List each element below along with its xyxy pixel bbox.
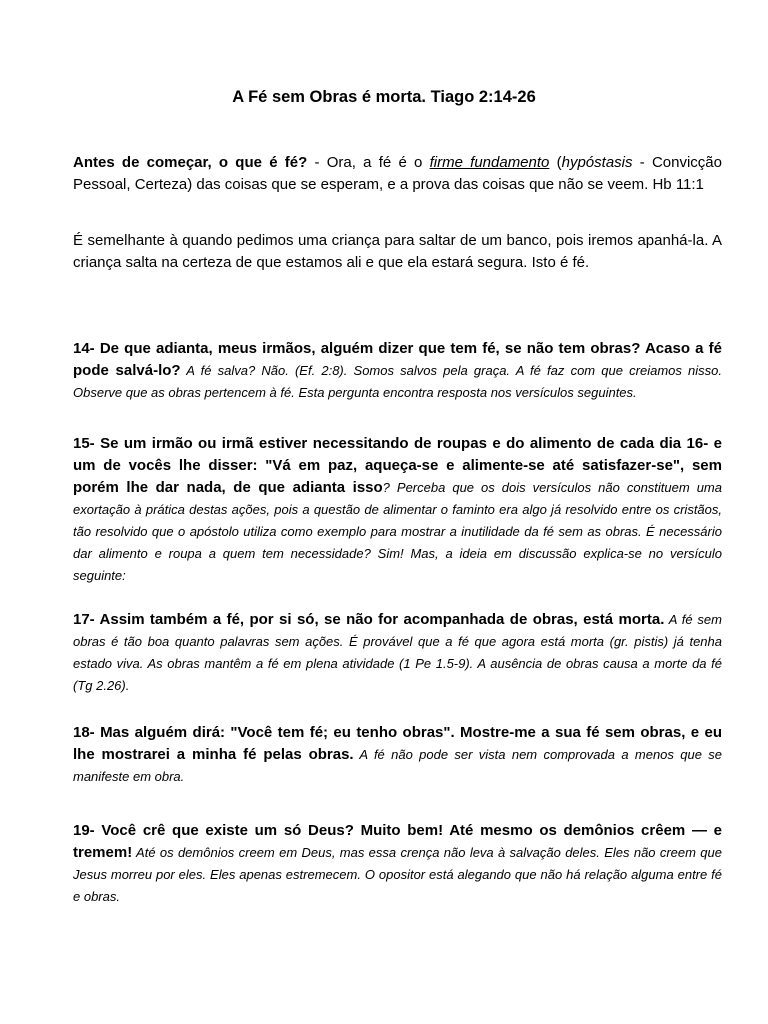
verse-14-note: A fé salva? Não. (Ef. 2:8). Somos salvos pela graça. A fé faz com que creiamos nisso. Observe que as obras pertencem à fé. Esta pergunta encontra resposta nos versículos seguintes. bbox=[73, 363, 722, 400]
intro-greek-term: hypóstasis bbox=[561, 154, 633, 171]
verse-14-text: 14- De que adianta, meus irmãos, alguém dizer que tem fé, se não tem obras? Acaso a fé pode salvá-lo? bbox=[73, 340, 722, 379]
verse-19-text: 19- Você crê que existe um só Deus? Muito bem! Até mesmo os demônios crêem — e tremem! bbox=[73, 822, 722, 861]
intro-text-a: - Ora, a fé é o bbox=[307, 154, 430, 171]
intro-underlined-term: firme fundamento bbox=[429, 154, 550, 171]
verse-15-16-note: ? Perceba que os dois versículos não constituem uma exortação à prática destas ações, pois a questão de alimentar o faminto era algo já resolvido entre os cristãos, tão resolvido que o apóstolo utiliza como exemplo para mostrar a inutilidade da fé sem as obras. É necessário dar alimento e roupa a quem tem necessidade? Sim! Mas, a ideia em discussão explica-se no versículo seguinte: bbox=[73, 480, 722, 583]
verse-18-text: 18- Mas alguém dirá: "Você tem fé; eu tenho obras". Mostre-me a sua fé sem obras, e eu lhe mostrarei a minha fé pelas obras. bbox=[73, 724, 722, 763]
verse-18-note: A fé não pode ser vista nem comprovada a menos que se manifeste em obra. bbox=[73, 747, 722, 784]
intro-paragraph bbox=[73, 152, 722, 196]
verse-15-16-text: 15- Se um irmão ou irmã estiver necessitando de roupas e do alimento de cada dia 16- e um de vocês lhe disser: "Vá em paz, aqueça-se e alimente-se até satisfazer-se", sem porém lhe dar nada, de que adianta isso bbox=[73, 435, 722, 496]
intro-analogy-paragraph: É semelhante à quando pedimos uma criança para saltar de um banco, pois iremos apanhá-la. A criança salta na certeza de que estamos ali e que ela estará segura. Isto é fé. bbox=[73, 232, 722, 271]
verse-19-note: Até os demônios creem em Deus, mas essa crença não leva à salvação deles. Eles não creem que Jesus morreu por eles. Eles apenas estremecem. O opositor está alegando que não há relação alguma entre fé e obras. bbox=[73, 845, 722, 904]
intro-text-c: - Convicção Pessoal, Certeza) das coisas que se esperam, e a prova das coisas que não se veem. Hb 11:1 bbox=[73, 154, 722, 193]
verse-15-16-paragraph bbox=[73, 433, 722, 587]
verse-19-paragraph bbox=[73, 820, 722, 908]
verse-14-paragraph bbox=[73, 338, 722, 404]
verse-17-paragraph bbox=[73, 609, 722, 697]
intro-text-b: ( bbox=[549, 154, 562, 171]
verse-18-paragraph bbox=[73, 722, 722, 788]
verse-17-note: A fé sem obras é tão boa quanto palavras sem ações. É provável que a fé que agora está morta (gr. pistis) já tenha estado viva. As obras mantêm a fé em plena atividade (1 Pe 1.5-9). A ausência de obras causa a morte da fé (Tg 2.26). bbox=[73, 612, 722, 693]
intro-question: Antes de começar, o que é fé? bbox=[73, 154, 308, 171]
verse-17-text: 17- Assim também a fé, por si só, se não for acompanhada de obras, está morta. bbox=[73, 611, 665, 628]
page-title: A Fé sem Obras é morta. Tiago 2:14-26 bbox=[232, 88, 536, 106]
